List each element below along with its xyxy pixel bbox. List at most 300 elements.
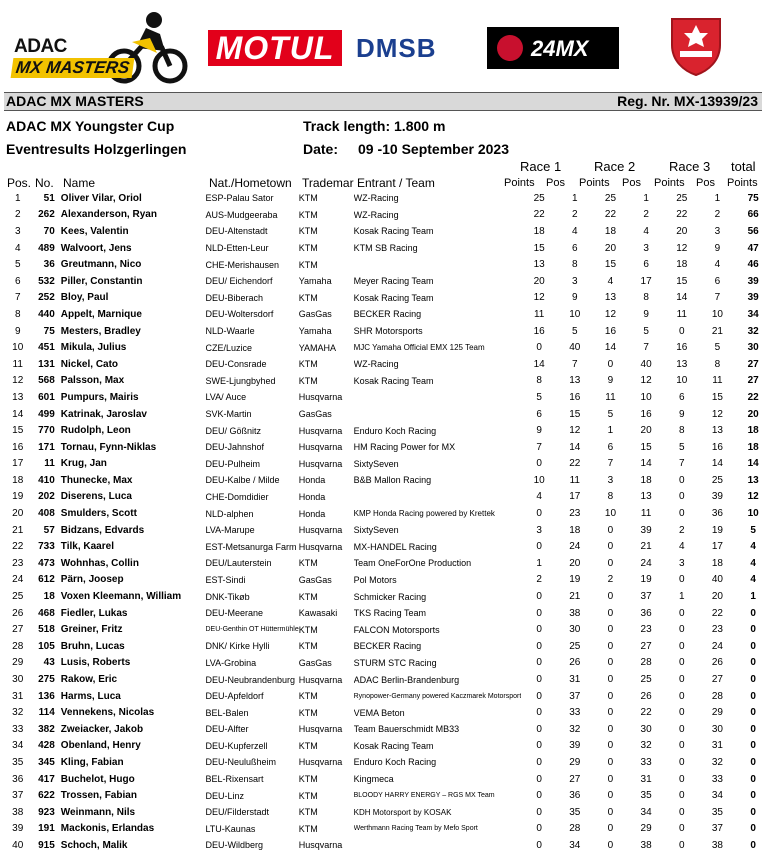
race1-pos-cell: 7 — [572, 358, 578, 370]
team-cell: BECKER Racing — [353, 641, 422, 652]
race1-pos-cell: 29 — [569, 756, 581, 768]
table-row — [4, 538, 771, 555]
total-points-cell: 0 — [750, 839, 756, 851]
race2-points-cell: 0 — [607, 756, 614, 768]
start-number-cell: 18 — [43, 591, 55, 603]
table-row — [4, 323, 771, 340]
race2-points-cell: 0 — [607, 773, 614, 785]
race2-points-cell: 22 — [604, 209, 617, 221]
race1-points-cell: 25 — [533, 192, 545, 204]
team-cell: MJC Yamaha Official EMX 125 Team — [353, 343, 485, 353]
team-cell: HM Racing Power for MX — [353, 442, 456, 453]
hometown-cell: BEL-Rixensart — [205, 774, 264, 785]
table-row — [4, 787, 771, 804]
trademark-cell: GasGas — [298, 309, 332, 320]
race3-points-cell: 10 — [676, 375, 688, 387]
start-number-cell: 499 — [38, 408, 55, 420]
rank-cell: 35 — [12, 756, 24, 768]
race3-pos-cell: 15 — [711, 391, 723, 403]
hometown-cell: DEU-Neulußheim — [205, 757, 276, 768]
race1-points-cell: 0 — [536, 607, 542, 619]
trademark-cell: KTM — [298, 243, 318, 254]
race3-pos-cell: 30 — [711, 723, 723, 735]
race3-points-cell: 0 — [678, 640, 685, 652]
race2-pos-cell: 31 — [640, 773, 652, 785]
trademark-cell: KTM — [298, 807, 318, 818]
trademark-cell: KTM — [298, 774, 318, 785]
hometown-cell: SVK-Martin — [205, 409, 252, 420]
race1-points-cell: 0 — [536, 458, 542, 470]
start-number-cell: 417 — [38, 773, 55, 785]
race1-pos-cell: 6 — [572, 242, 578, 254]
race2-pos-cell: 24 — [640, 557, 652, 569]
start-number-cell: 75 — [43, 325, 55, 337]
total-points-cell: 32 — [747, 325, 759, 337]
team-cell: SixtySeven — [353, 525, 399, 536]
start-number-cell: 468 — [38, 607, 55, 619]
total-points-cell: 0 — [750, 740, 756, 752]
race3-points-cell: 0 — [678, 790, 685, 802]
race3-pos-cell: 35 — [711, 806, 723, 818]
mx-masters-wordmark: MX MASTERS — [11, 58, 135, 78]
race1-points-cell: 0 — [536, 624, 542, 636]
rank-cell: 9 — [14, 325, 21, 337]
trademark-cell: KTM — [298, 591, 318, 602]
rank-cell: 39 — [12, 823, 24, 835]
total-points-cell: 56 — [747, 225, 759, 237]
race1-pos-cell: 23 — [569, 508, 581, 520]
race2-pos-cell: 16 — [640, 408, 652, 420]
trademark-cell: Husqvarna — [298, 674, 343, 685]
total-points-cell: 22 — [747, 391, 759, 403]
rank-cell: 13 — [12, 391, 24, 403]
hometown-cell: DEU-Kupferzell — [205, 740, 268, 751]
rank-cell: 19 — [12, 491, 24, 503]
name-header: Name — [63, 176, 96, 190]
rank-cell: 22 — [12, 541, 24, 553]
team-cell: WZ-Racing — [353, 209, 399, 220]
race3-points-cell: 0 — [678, 607, 685, 619]
total-points-cell: 30 — [747, 342, 759, 354]
race1-points-cell: 3 — [536, 524, 542, 536]
total-points-cell: 27 — [747, 375, 759, 387]
team-cell: KTM SB Racing — [353, 243, 418, 254]
table-row — [4, 207, 771, 224]
race2-pos-cell: 11 — [640, 508, 652, 520]
team-cell: Pol Motors — [353, 574, 397, 585]
table-row — [4, 804, 771, 821]
race3-points-cell: 0 — [678, 574, 685, 586]
race1-points-cell: 0 — [536, 740, 542, 752]
race2-header: Race 2 — [594, 159, 636, 174]
rider-name-cell: Harms, Luca — [60, 690, 121, 702]
rank-cell: 27 — [12, 624, 24, 636]
total-points-cell: 12 — [747, 491, 759, 503]
rank-cell: 24 — [12, 574, 24, 586]
hometown-cell: BEL-Balen — [205, 707, 249, 718]
race2-pos-cell: 38 — [640, 839, 652, 851]
race3-points-cell: 0 — [678, 773, 685, 785]
total-points-cell: 75 — [747, 192, 759, 204]
trademark-cell: YAMAHA — [298, 342, 337, 353]
team-cell: ADAC Berlin-Brandenburg — [353, 674, 460, 685]
race3-points-cell: 0 — [678, 723, 685, 735]
race2-points-cell: 12 — [604, 308, 617, 320]
trademark-cell: GasGas — [298, 574, 332, 585]
hometown-cell: NLD-alphen — [205, 508, 254, 519]
race3-pos-cell: 1 — [714, 192, 721, 204]
hometown-cell: DEU/ Eichendorf — [205, 276, 273, 287]
race2-pos-cell: 9 — [643, 308, 649, 320]
race1-pos-cell: 24 — [569, 541, 581, 553]
race1-points-cell: 0 — [536, 657, 542, 669]
race3-pos-cell: 2 — [714, 209, 721, 221]
race3-points-cell: 11 — [676, 308, 687, 320]
total-points-header: Points — [727, 177, 758, 189]
race1-pos-cell: 17 — [569, 491, 581, 503]
race2-points-cell: 0 — [607, 624, 614, 636]
race2-points-cell: 0 — [607, 358, 614, 370]
team-cell: Kingmeca — [353, 774, 394, 785]
race1-pos-cell: 27 — [569, 773, 581, 785]
hometown-cell: DEU-Linz — [205, 790, 244, 801]
trademark-cell: Yamaha — [298, 326, 332, 337]
race1-pos-cell: 35 — [569, 806, 581, 818]
rider-name-cell: Pumpurs, Mairis — [60, 391, 139, 403]
race2-points-cell: 0 — [607, 557, 614, 569]
race2-points-cell: 0 — [607, 657, 614, 669]
rank-cell: 1 — [14, 192, 21, 204]
rank-cell: 28 — [12, 640, 24, 652]
trademark-cell: KTM — [298, 641, 318, 652]
race3-points-cell: 0 — [678, 508, 685, 520]
registration-number: Reg. Nr. MX-13939/23 — [617, 93, 758, 109]
race3-points-cell: 0 — [678, 740, 685, 752]
race1-points-cell: 14 — [533, 358, 545, 370]
hometown-cell: DEU-Kalbe / Milde — [205, 475, 280, 486]
race2-points-cell: 5 — [607, 408, 614, 420]
race1-pos-cell: 10 — [569, 308, 581, 320]
race1-points-cell: 22 — [533, 209, 545, 221]
race1-points-cell: 0 — [536, 839, 542, 851]
team-cell: Kosak Racing Team — [353, 740, 434, 751]
race3-pos-cell: 21 — [711, 325, 723, 337]
trademark-cell: Husqvarna — [298, 425, 343, 436]
race2-points-cell: 0 — [607, 524, 614, 536]
rank-cell: 17 — [12, 458, 24, 470]
race1-pos-cell: 31 — [569, 674, 581, 686]
table-row — [4, 605, 771, 622]
team-cell: Rynopower-Germany powered Kaczmarek Motorsport — [353, 692, 522, 700]
race2-pos-cell: 32 — [640, 740, 652, 752]
24mx-wordmark: 24MX — [531, 36, 589, 61]
race3-points-cell: 0 — [678, 707, 685, 719]
trademark-cell: Husqvarna — [298, 840, 343, 851]
race3-pos-cell: 25 — [711, 474, 723, 486]
start-number-cell: 612 — [38, 574, 55, 586]
rider-name-cell: Obenland, Henry — [60, 740, 141, 752]
race1-points-cell: 5 — [536, 391, 542, 403]
start-number-cell: 131 — [38, 358, 55, 370]
table-row — [4, 489, 771, 506]
table-row — [4, 837, 771, 854]
team-cell: MX-HANDEL Racing — [353, 541, 437, 552]
series-title: ADAC MX MASTERS — [6, 93, 144, 109]
race2-pos-cell: 21 — [640, 541, 652, 553]
race1-points-cell: 6 — [536, 408, 542, 420]
race1-points-cell: 13 — [533, 259, 545, 271]
hometown-cell: ESP-Palau Sator — [205, 193, 274, 204]
trademark-cell: Honda — [298, 475, 326, 486]
race2-points-cell: 0 — [607, 823, 614, 835]
rider-name-cell: Diserens, Luca — [60, 491, 132, 503]
table-row — [4, 373, 771, 390]
race1-points-cell: 0 — [536, 541, 542, 553]
race2-pos-cell: 30 — [640, 723, 652, 735]
rider-name-cell: Appelt, Marnique — [60, 308, 142, 320]
race2-pos-cell: 40 — [640, 358, 652, 370]
club-shield-icon — [668, 15, 724, 77]
race1-pos-cell: 21 — [569, 591, 581, 603]
hometown-cell: DEU/Lauterstein — [205, 558, 272, 569]
race2-pos-header: Pos — [622, 177, 641, 189]
start-number-cell: 382 — [38, 723, 55, 735]
total-points-cell: 0 — [750, 690, 756, 702]
trademark-cell: KTM — [298, 359, 318, 370]
race3-points-cell: 0 — [678, 674, 685, 686]
rank-cell: 8 — [14, 308, 21, 320]
race2-points-cell: 1 — [607, 425, 614, 437]
hometown-cell: EST-Sindi — [205, 574, 246, 585]
race2-points-cell: 0 — [607, 740, 614, 752]
race1-pos-cell: 15 — [569, 408, 581, 420]
race2-pos-cell: 1 — [643, 192, 649, 204]
race3-pos-cell: 37 — [711, 823, 723, 835]
rank-cell: 14 — [12, 408, 24, 420]
total-points-cell: 0 — [750, 806, 756, 818]
total-points-cell: 13 — [747, 474, 759, 486]
rider-name-cell: Thunecke, Max — [60, 474, 133, 486]
race3-points-cell: 14 — [676, 292, 688, 304]
race1-pos-cell: 5 — [572, 325, 578, 337]
race2-points-cell: 9 — [607, 375, 614, 387]
race1-pos-cell: 3 — [572, 275, 578, 287]
rank-cell: 4 — [14, 242, 21, 254]
start-number-cell: 532 — [38, 275, 55, 287]
trademark-cell: Husqvarna — [298, 757, 343, 768]
start-number-cell: 11 — [44, 458, 55, 470]
race3-points-cell: 12 — [676, 242, 688, 254]
race1-points-cell: 8 — [536, 375, 542, 387]
total-points-cell: 0 — [750, 674, 756, 686]
race2-points-cell: 0 — [607, 591, 614, 603]
total-points-cell: 34 — [747, 308, 759, 320]
race3-pos-cell: 31 — [711, 740, 723, 752]
table-row — [4, 821, 771, 838]
rider-name-cell: Greutmann, Nico — [60, 259, 142, 271]
race2-points-cell: 0 — [607, 707, 614, 719]
team-cell: TKS Racing Team — [353, 608, 426, 619]
hometown-cell: LVA-Grobina — [205, 657, 257, 668]
rank-cell: 23 — [12, 557, 24, 569]
start-number-cell: 345 — [38, 756, 55, 768]
hometown-cell: DEU-Neubrandenburg — [205, 674, 296, 685]
adac-mx-masters-logo — [6, 8, 186, 86]
rank-cell: 34 — [12, 740, 24, 752]
total-points-cell: 18 — [747, 441, 759, 453]
race2-points-cell: 0 — [607, 640, 614, 652]
start-number-cell: 601 — [38, 391, 55, 403]
hometown-cell: EST-Metsanurga Farm — [205, 541, 297, 552]
trademark-cell: KTM — [298, 375, 318, 386]
start-number-cell: 518 — [38, 624, 55, 636]
race2-pos-cell: 12 — [640, 375, 652, 387]
total-points-cell: 20 — [747, 408, 759, 420]
team-cell: Werthmann Racing Team by Mefo Sport — [353, 825, 478, 833]
race2-points-cell: 3 — [607, 474, 614, 486]
rider-name-cell: Pärn, Joosep — [60, 574, 124, 586]
total-points-cell: 0 — [750, 707, 756, 719]
start-number-cell: 114 — [38, 707, 55, 719]
race1-points-cell: 0 — [536, 790, 542, 802]
race3-points-cell: 0 — [678, 690, 685, 702]
race1-pos-cell: 34 — [569, 839, 581, 851]
total-points-cell: 47 — [747, 242, 759, 254]
trademark-cell: KTM — [298, 823, 318, 834]
team-cell: SHR Motorsports — [353, 326, 423, 337]
race3-points-cell: 15 — [676, 275, 688, 287]
total-points-cell: 27 — [747, 358, 759, 370]
race1-points-cell: 0 — [536, 342, 542, 354]
race1-pos-cell: 33 — [569, 707, 581, 719]
race2-pos-cell: 26 — [640, 690, 652, 702]
hometown-cell: DEU-Genthin OT Hüttermühle — [205, 626, 299, 634]
trademark-cell: KTM — [298, 691, 318, 702]
race3-points-cell: 22 — [676, 209, 688, 221]
rider-name-cell: Nickel, Cato — [60, 358, 119, 370]
adac-wordmark: ADAC — [14, 36, 67, 57]
start-number-cell: 451 — [38, 342, 55, 354]
rank-cell: 21 — [12, 524, 24, 536]
race1-points-cell: 0 — [536, 773, 542, 785]
rider-name-cell: Voxen Kleemann, William — [60, 591, 182, 603]
race3-points-cell: 8 — [678, 425, 685, 437]
table-row — [4, 256, 771, 273]
trademark-cell: KTM — [298, 226, 318, 237]
race1-pos-cell: 14 — [569, 441, 581, 453]
pos-header: Pos. — [7, 176, 32, 190]
rank-cell: 36 — [12, 773, 24, 785]
rank-cell: 11 — [12, 358, 23, 370]
race3-pos-cell: 4 — [714, 259, 721, 271]
total-points-cell: 14 — [747, 458, 759, 470]
trademark-cell: KTM — [298, 790, 318, 801]
race2-pos-cell: 18 — [640, 474, 652, 486]
race2-pos-cell: 6 — [643, 259, 649, 271]
team-cell: Enduro Koch Racing — [353, 757, 437, 768]
race3-points-cell: 20 — [676, 225, 688, 237]
race1-pos-cell: 25 — [569, 640, 581, 652]
race2-pos-cell: 34 — [640, 806, 652, 818]
race3-pos-cell: 38 — [711, 839, 723, 851]
race2-pos-cell: 3 — [643, 242, 649, 254]
race1-pos-cell: 20 — [569, 557, 581, 569]
table-row — [4, 356, 771, 373]
hometown-cell: CZE/Luzice — [205, 342, 252, 353]
total-points-cell: 66 — [747, 209, 759, 221]
race3-pos-cell: 14 — [711, 458, 723, 470]
rank-cell: 3 — [14, 225, 21, 237]
team-cell: WZ-Racing — [353, 359, 399, 370]
team-cell: Meyer Racing Team — [353, 276, 434, 287]
team-cell: Team Bauerschmidt MB33 — [353, 724, 460, 735]
rank-cell: 26 — [12, 607, 24, 619]
race1-pos-cell: 30 — [569, 624, 581, 636]
team-cell: STURM STC Racing — [353, 657, 437, 668]
race3-pos-cell: 40 — [711, 574, 723, 586]
race3-pos-cell: 19 — [711, 524, 723, 536]
race1-pos-cell: 36 — [569, 790, 581, 802]
race3-points-cell: 7 — [678, 458, 685, 470]
race3-pos-cell: 6 — [714, 275, 721, 287]
rank-cell: 25 — [12, 591, 24, 603]
race3-points-cell: 2 — [678, 524, 685, 536]
rank-cell: 29 — [12, 657, 24, 669]
race3-pos-cell: 24 — [711, 640, 723, 652]
hometown-cell: DEU-Apfeldorf — [205, 691, 264, 702]
race2-points-cell: 0 — [607, 723, 614, 735]
race1-points-cell: 12 — [533, 292, 545, 304]
table-row — [4, 456, 771, 473]
race3-pos-cell: 7 — [714, 292, 721, 304]
rank-cell: 15 — [12, 425, 24, 437]
race3-header: Race 3 — [669, 159, 711, 174]
total-header: total — [731, 159, 756, 174]
race3-points-cell: 18 — [676, 259, 688, 271]
rider-name-cell: Buchelot, Hugo — [60, 773, 135, 785]
trademark-cell: KTM — [298, 292, 318, 303]
trademark-cell: KTM — [298, 209, 318, 220]
date-label: Date: — [303, 141, 339, 157]
rider-name-cell: Bruhn, Lucas — [60, 640, 125, 652]
race2-pos-cell: 4 — [643, 225, 649, 237]
team-cell — [354, 256, 522, 273]
rank-cell: 30 — [12, 674, 24, 686]
race1-points-cell: 0 — [536, 690, 542, 702]
race2-points-cell: 0 — [607, 541, 614, 553]
team-cell: Kosak Racing Team — [353, 292, 434, 303]
trademark-cell: Honda — [298, 491, 326, 502]
race3-pos-cell: 12 — [711, 408, 723, 420]
race3-pos-cell: 29 — [711, 707, 723, 719]
team-cell — [354, 837, 522, 854]
table-row — [4, 754, 771, 771]
race2-pos-cell: 17 — [640, 275, 652, 287]
rank-cell: 40 — [12, 839, 24, 851]
total-points-cell: 4 — [750, 541, 756, 553]
trademark-cell: Husqvarna — [298, 525, 343, 536]
trademark-cell: GasGas — [298, 657, 332, 668]
race1-points-cell: 0 — [536, 823, 542, 835]
race2-pos-cell: 10 — [640, 391, 652, 403]
rider-name-cell: Tornau, Fynn-Niklas — [60, 441, 157, 453]
race1-points-cell: 0 — [536, 674, 542, 686]
race3-pos-cell: 28 — [711, 690, 723, 702]
race1-pos-cell: 16 — [569, 391, 581, 403]
rider-name-cell: Rudolph, Leon — [60, 425, 131, 437]
race2-points-cell: 0 — [607, 674, 614, 686]
total-points-cell: 4 — [750, 574, 756, 586]
